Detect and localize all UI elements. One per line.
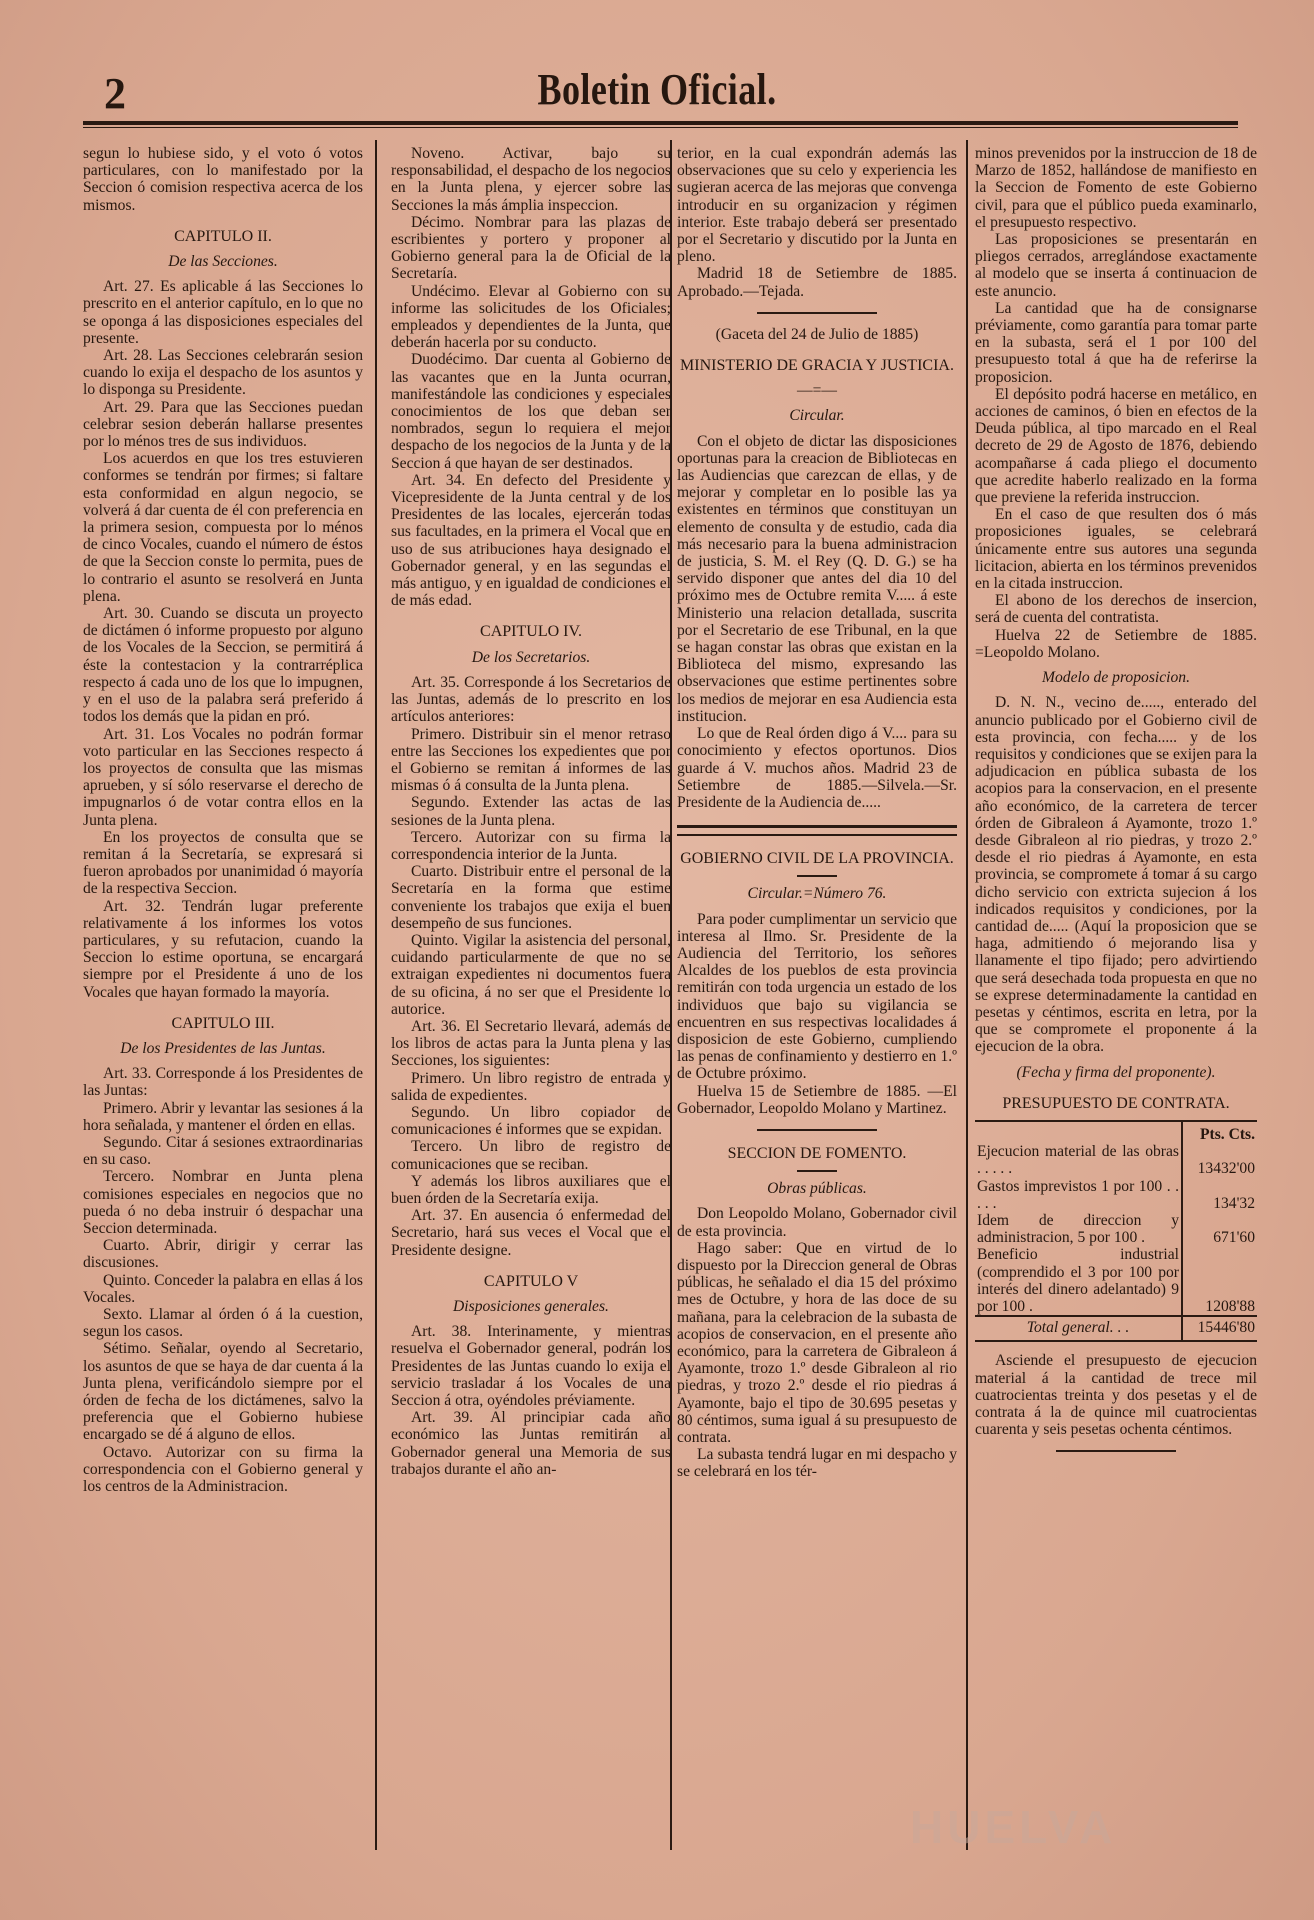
paragraph: Los acuerdos en que los tres estuvieren conformes se tendrán por firmes; si faltare esta conformidad en algun negocio, se volverá á dar cuenta de él con preferencia en la primera sesion, compuesta por lo ménos de cinco Vocales, cuando el número de éstos de que la Seccion conste lo permita, pues de lo contrario el asunto se resolverá en Junta plena. xyxy=(83,450,363,605)
section-heading: CAPITULO IV. xyxy=(480,623,582,641)
paragraph: D. N. N., vecino de....., enterado del anuncio publicado por el Gobierno civil de esta provincia, con fecha..... y de los requisitos y condiciones que se exijen para la adjudicacion en pública subasta de los acopios para la conservacion, en el presente año económico, de la carretera de tercer órden de Gibraleon á Ayamonte, trozo 1.º desde Gibraleon al rio piedras, y trozo 2.º desde el rio piedras á Ayamonte, en esta provincia, se compromete á tomar á su cargo dicho servicio con extricta sujecion á los indicados requisitos y condiciones, por la cantidad de..... (Aquí la proposicion que se haga, admitiendo ó mejorando lisa y llanamente el tipo fijado; pero advirtiendo que será desechada toda propuesta en que no se exprese determinadamente la cantidad en pesetas y céntimos, escrita en letra, por la que se compromete el proponente á la ejecucion de la obra. xyxy=(975,694,1257,1056)
paragraph: Asciende el presupuesto de ejecucion material á la cantidad de trece mil cuatrocientas treinta y dos pesetas y el de contrata á la de quince mil cuatrocientas cuarenta y seis pesetas ochenta céntimos. xyxy=(975,1352,1257,1439)
separator-rule xyxy=(1056,1450,1176,1452)
paragraph: Las proposiciones se presentarán en pliegos cerrados, arreglándose exactamente al modelo que se inserta á continuacion de este anuncio. xyxy=(975,231,1257,300)
column-3 xyxy=(677,145,957,1845)
separator-rule xyxy=(757,312,877,314)
paragraph: Primero. Un libro registro de entrada y salida de expedientes. xyxy=(391,1069,671,1104)
paragraph: Huelva 15 de Setiembre de 1885. —El Gobernador, Leopoldo Molano y Martinez. xyxy=(677,1082,957,1117)
paragraph: Primero. Abrir y levantar las sesiones á la hora señalada, y mantener el órden en ellas. xyxy=(83,1099,363,1134)
section-subheading: Circular.=Número 76. xyxy=(747,885,887,903)
column-divider xyxy=(966,140,968,1850)
section-subheading: Modelo de proposicion. xyxy=(1042,669,1190,687)
paragraph: Segundo. Extender las actas de las sesiones de la Junta plena. xyxy=(391,794,671,829)
paragraph: Décimo. Nombrar para las plazas de escribientes y portero y proponer al Gobierno general para la de Oficial de la Secretaría. xyxy=(391,213,671,283)
budget-item-amount: 134'32 xyxy=(1182,1178,1257,1212)
paragraph: segun lo hubiese sido, y el voto ó votos particulares, con lo manifestado por la Seccion ó comision respectiva acerca de los mismos. xyxy=(83,145,363,214)
paragraph: Hago saber: Que en virtud de lo dispuesto por la Direccion general de Obras públicas, he señalado el dia 15 del próximo mes de Octubre, y hora de las doce de su mañana, para la celebracion de la subasta de acopios de conservacion, en el presente año económico, para la carretera de Gibraleon á Ayamonte, trozo 1.º desde Gibraleon al rio piedras, y trozo 2.º desde el rio piedras á Ayamonte, bajo el tipo de 30.695 pesetas y 80 céntimos, suma igual á su presupuesto de contrata. xyxy=(677,1239,957,1446)
paragraph: Undécimo. Elevar al Gobierno con su informe las solicitudes de los Oficiales; empleados y dependientes de la Junta, que deberán hacerla por su conducto. xyxy=(391,282,671,352)
budget-total-row xyxy=(975,1316,1257,1341)
paragraph: La subasta tendrá lugar en mi despacho y se celebrará en los tér- xyxy=(677,1446,957,1481)
section-subheading: Obras públicas. xyxy=(767,1180,867,1198)
paragraph: El abono de los derechos de insercion, será de cuenta del contratista. xyxy=(975,592,1257,627)
paragraph: Art. 33. Corresponde á los Presidentes de las Juntas: xyxy=(83,1065,363,1100)
section-subheading: Disposiciones generales. xyxy=(453,1298,609,1315)
budget-item-amount: 13432'00 xyxy=(1182,1143,1257,1177)
centered-line: (Gaceta del 24 de Julio de 1885) xyxy=(715,325,919,343)
section-heading: MINISTERIO DE GRACIA Y JUSTICIA. xyxy=(680,357,954,375)
table-row xyxy=(975,1143,1257,1177)
paragraph: Cuarto. Distribuir entre el personal de la Secretaría en la forma que estime conveniente los trabajos que exija el buen desempeño de sus funciones. xyxy=(391,863,671,932)
masthead-rule xyxy=(83,121,1238,125)
section-subheading: De los Presidentes de las Juntas. xyxy=(120,1039,326,1057)
separator-rule xyxy=(797,1170,837,1172)
paragraph: El depósito podrá hacerse en metálico, en acciones de caminos, ó bien en efectos de la Deuda pública, al tipo marcado en el Real decreto de 29 de Agosto de 1876, debiendo acompañarse á cada pliego el documento que acredite haberlo realizado en la forma que previene la referida instruccion. xyxy=(975,385,1257,507)
section-heading: SECCION DE FOMENTO. xyxy=(727,1144,907,1162)
section-subheading: De los Secretarios. xyxy=(471,648,591,666)
paragraph: Noveno. Activar, bajo su responsabilidad, el despacho de los negocios en la Junta plena, y ejercer sobre las Secciones la más ámplia inspeccion. xyxy=(391,145,671,214)
page-number: 2 xyxy=(104,69,126,118)
section-heading: CAPITULO III. xyxy=(171,1014,275,1032)
paragraph: Quinto. Conceder la palabra en ellas á los Vocales. xyxy=(83,1271,363,1306)
section-subheading: (Fecha y firma del proponente). xyxy=(1016,1063,1216,1081)
paragraph: Art. 36. El Secretario llevará, además de los libros de actas para la Junta plena y las Secciones, los siguientes: xyxy=(391,1017,671,1070)
paragraph: Segundo. Citar á sesiones extraordinarias en su caso. xyxy=(83,1133,363,1169)
column-1 xyxy=(83,145,363,1845)
paragraph: Segundo. Un libro copiador de comunicaciones é informes que se expidan. xyxy=(391,1103,671,1139)
separator-rule xyxy=(757,1129,877,1131)
paragraph: minos prevenidos por la instruccion de 18 de Marzo de 1852, hallándose de manifiesto en la Seccion de Fomento de este Gobierno civil, para que el público pueda examinarlo, el presupuesto respectivo. xyxy=(975,145,1257,231)
section-subheading: Circular. xyxy=(789,407,845,425)
budget-header-row xyxy=(975,1121,1257,1143)
table-row xyxy=(975,1246,1257,1316)
paragraph: Octavo. Autorizar con su firma la correspondencia con el Gobierno general y los centros de la Administracion. xyxy=(83,1443,363,1496)
section-heading: CAPITULO II. xyxy=(174,227,272,245)
section-subheading: De las Secciones. xyxy=(168,253,278,271)
library-watermark: HUELVA xyxy=(910,1801,1117,1853)
paragraph: Art. 39. Al principiar cada año económico las Juntas remitirán al Gobernador general una Memoria de sus trabajos durante el año an- xyxy=(391,1409,671,1478)
separator-rule xyxy=(677,825,957,836)
paragraph: En el caso de que resulten dos ó más proposiciones iguales, se celebrará únicamente entre sus autores una segunda licitacion, abierta en los términos prevenidos en la citada instruccion. xyxy=(975,506,1257,593)
paragraph: Art. 38. Interinamente, y mientras resuelva el Gobernador general, podrán los Presidentes de las Juntas cuando lo exija el servicio trasladar á los Vocales de una Seccion á otra, oyéndoles préviamente. xyxy=(391,1323,671,1410)
budget-table xyxy=(975,1120,1257,1342)
paragraph: Para poder cumplimentar un servicio que interesa al Ilmo. Sr. Presidente de la Audiencia del Territorio, los señores Alcaldes de los pueblos de esta provincia remitirán con toda urgencia un estado de los individuos que bajo su vigilancia se encuentren en sus respectivas localidades á disposicion de este Gobierno, cumpliendo las penas de confinamiento y destierro en 1.º de Octubre próximo. xyxy=(677,910,957,1083)
paragraph: Art. 37. En ausencia ó enfermedad del Secretario, hará sus veces el Vocal que el Presidente designe. xyxy=(391,1207,671,1259)
paragraph: Don Leopoldo Molano, Gobernador civil de esta provincia. xyxy=(677,1205,957,1240)
paragraph: terior, en la cual expondrán además las observaciones que su celo y experiencia les sugieran acerca de las mejoras que convenga introducir en su organizacion y régimen interior. Este trabajo deberá ser presentado por el Secretario y discutido por la Junta en pleno. xyxy=(677,145,957,266)
paragraph: Duodécimo. Dar cuenta al Gobierno de las vacantes que en la Junta ocurran, manifestándole las condiciones y especiales conocimientos de los que deban ser nombrados, segun lo requiera el mejor despacho de los negocios de la Junta y de la Seccion á que hayan de ser destinados. xyxy=(391,351,671,472)
paragraph: Primero. Distribuir sin el menor retraso entre las Secciones los expedientes que por el Gobierno se remitan á informes de las mismas ó á consulta de la Junta plena. xyxy=(391,725,671,795)
paragraph: Art. 28. Las Secciones celebrarán sesion cuando lo exija el despacho de los asuntos y lo disponga su Presidente. xyxy=(83,347,363,399)
budget-total-amount: 15446'80 xyxy=(1182,1316,1257,1341)
paragraph: Quinto. Vigilar la asistencia del personal, cuidando particularmente de que no se extraigan expedientes ni documentos fuera de su oficina, á no ser que el Presidente lo autorice. xyxy=(391,931,671,1018)
paragraph: Cuarto. Abrir, dirigir y cerrar las discusiones. xyxy=(83,1237,363,1272)
column-2 xyxy=(391,145,671,1845)
paragraph: Sexto. Llamar al órden ó á la cuestion, segun los casos. xyxy=(83,1306,363,1341)
paragraph: La cantidad que ha de consignarse préviamente, como garantía para tomar parte en la subasta, será el 1 por 100 del presupuesto total á que ha de referirse la proposicion. xyxy=(975,299,1257,386)
paragraph: En los proyectos de consulta que se remitan á la Secretaría, se expresará si fueron aprobados por unanimidad ó mayoría de la respectiva Seccion. xyxy=(83,828,363,898)
paragraph: Tercero. Un libro de registro de comunicaciones que se reciban. xyxy=(391,1138,671,1173)
paragraph: Tercero. Autorizar con su firma la correspondencia interior de la Junta. xyxy=(391,828,671,863)
separator-rule xyxy=(797,875,837,877)
budget-item-label: Beneficio industrial (comprendido el 3 por 100 por interés del dinero adelantado) 9 por 100 . xyxy=(977,1246,1179,1315)
paragraph: Art. 32. Tendrán lugar preferente relativamente á los informes los votos particulares, y su refutacion, cuando la Seccion lo estime oportuna, se encargará siempre por el Presidente á uno de los Vocales que hayan formado la mayoría. xyxy=(83,897,363,1001)
paragraph: Y además los libros auxiliares que el buen órden de la Secretaría exija. xyxy=(391,1172,671,1207)
table-row xyxy=(975,1178,1257,1212)
paragraph: Sétimo. Señalar, oyendo al Secretario, los asuntos de que se haya de dar cuenta á la Junta plena, verificándolo siempre por el órden de fecha de los dictámenes, salvo la preferencia que el Gobierno hubiese encargado se dé á alguno de ellos. xyxy=(83,1340,363,1444)
budget-item-amount: 671'60 xyxy=(1182,1212,1257,1246)
paragraph: Madrid 18 de Setiembre de 1885. Aprobado.—Tejada. xyxy=(677,265,957,300)
budget-item-amount: 1208'88 xyxy=(1182,1246,1257,1316)
paragraph: Art. 34. En defecto del Presidente y Vicepresidente de la Junta central y de los Presidentes de las locales, ejercerán todas sus facultades, en la primera el Vocal que en uso de sus atribuciones haya designado el Gobernador general, y en las segundas el más antiguo, y en igualdad de condiciones el de más edad. xyxy=(391,471,671,610)
paragraph: Huelva 22 de Setiembre de 1885. =Leopoldo Molano. xyxy=(975,626,1257,661)
paragraph: Art. 27. Es aplicable á las Secciones lo prescrito en el anterior capítulo, en lo que no se oponga á las disposiciones especiales del presente. xyxy=(83,278,363,347)
paragraph: Con el objeto de dictar las disposiciones oportunas para la creacion de Bibliotecas en las Audiencias que carezcan de ellas, y de mejorar y completar en lo posible las ya existentes en términos que constituyan un elemento de consulta y de estudio, cada dia más necesario para la buena administracion de justicia, S. M. el Rey (Q. D. G.) se ha servido disponer que antes del dia 10 del próximo mes de Octubre remita V..... á este Ministerio una relacion detallada, suscrita por el Secretario de ese Tribunal, en la que se hagan constar las obras que existan en la Biblioteca del mismo, expresando las observaciones que estime pertinentes sobre los medios de mejorar en esa Audiencia esta institucion. xyxy=(677,432,957,725)
table-row xyxy=(975,1212,1257,1246)
centered-line: —=— xyxy=(797,382,837,400)
paragraph: Art. 30. Cuando se discuta un proyecto de dictámen ó informe propuesto por alguno de los Vocales de la Seccion, se permitirá á éste la contestacion y la contrarréplica respecto á cada uno de los que lo impugnen, y en el uso de la palabra será preferido á todos los demás que la pidan en pró. xyxy=(83,605,363,726)
column-4 xyxy=(975,145,1257,1845)
paragraph: Lo que de Real órden digo á V.... para su conocimiento y efectos oportunos. Dios guarde á V. muchos años. Madrid 23 de Setiembre de 1885.—Silvela.—Sr. Presidente de la Audiencia de..... xyxy=(677,725,957,811)
budget-item-label: Idem de direccion y administracion, 5 por 100 . xyxy=(977,1211,1179,1247)
budget-item-label: Gastos imprevistos 1 por 100 . . . . . xyxy=(977,1177,1179,1212)
budget-header: Pts. Cts. xyxy=(1182,1121,1257,1143)
masthead-rule-thin xyxy=(83,127,1238,128)
paragraph: Art. 29. Para que las Secciones puedan celebrar sesion deberán hallarse presentes por lo ménos tres de sus individuos. xyxy=(83,398,363,451)
section-heading: GOBIERNO CIVIL DE LA PROVINCIA. xyxy=(680,850,954,868)
paragraph: Art. 35. Corresponde á los Secretarios de las Juntas, además de lo prescrito en los artículos anteriores: xyxy=(391,673,671,726)
section-heading: CAPITULO V xyxy=(483,1272,579,1290)
column-divider xyxy=(375,140,377,1850)
masthead-title: Boletin Oficial. xyxy=(537,65,777,114)
budget-item-label: Ejecucion material de las obras . . . . . xyxy=(977,1143,1179,1178)
paragraph: Tercero. Nombrar en Junta plena comisiones especiales en negocios que no pueda ó no deba instruir ó despachar una Seccion determinada. xyxy=(83,1168,363,1237)
paragraph: Art. 31. Los Vocales no podrán formar voto particular en las Secciones respecto á los proyectos de consulta que las mismas aprueben, y sí sólo reservarse el derecho de impugnarlos ó de votar contra ellos en la Junta plena. xyxy=(83,725,363,829)
section-heading: PRESUPUESTO DE CONTRATA. xyxy=(1002,1094,1230,1112)
budget-total-label: Total general. . . xyxy=(975,1316,1182,1341)
